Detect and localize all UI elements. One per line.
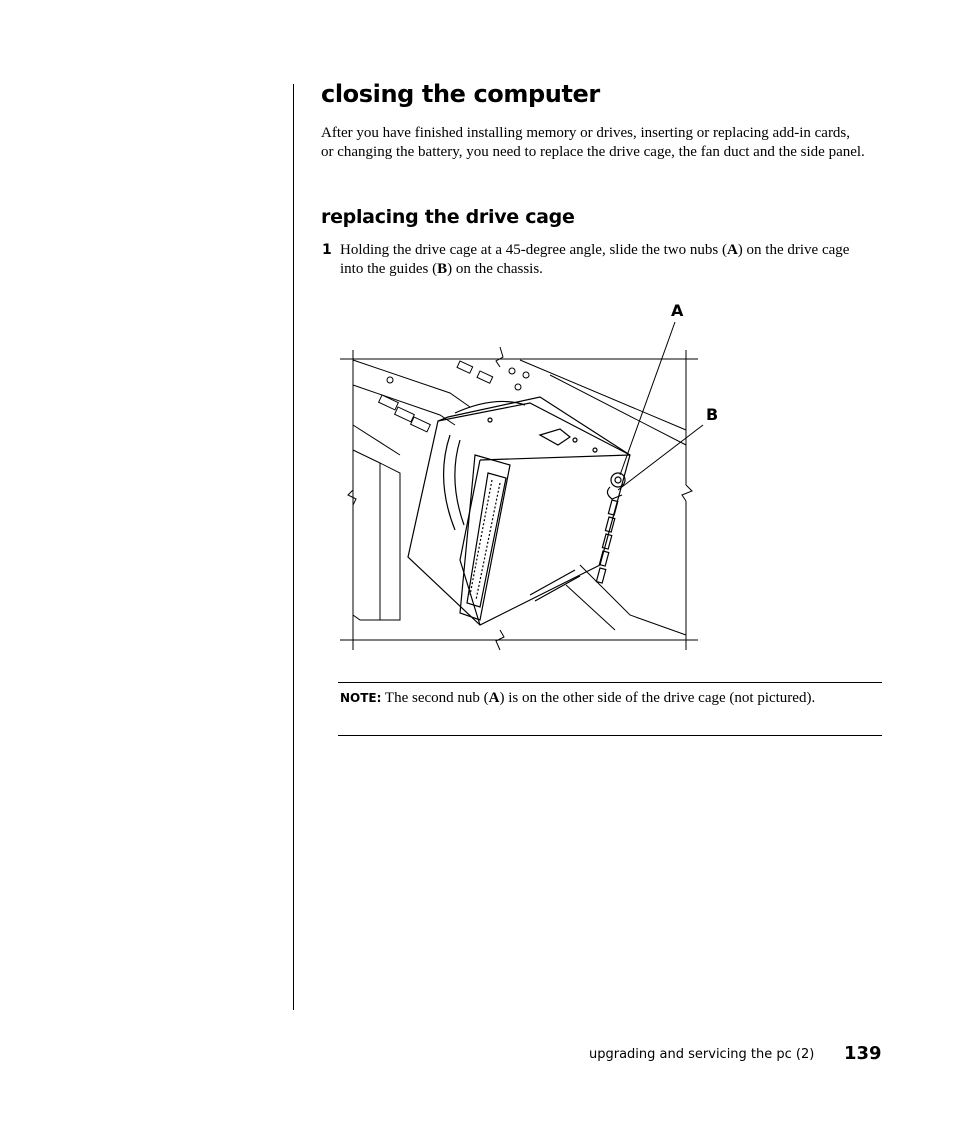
drive-cage	[408, 397, 630, 625]
step-text-part: ) on the drive cage into the guides (	[340, 242, 850, 277]
step-number: 1	[322, 242, 332, 258]
intro-paragraph: After you have finished installing memory or drives, inserting or replacing add-in cards, or changing the battery, you need to replace the drive cage, the fan duct and the side panel.	[321, 125, 865, 160]
note	[340, 689, 860, 708]
page-number: 139	[844, 1043, 882, 1064]
step-label-b: B	[437, 261, 448, 277]
note-text-part: ) is on the other side of the drive cage (not pictured).	[499, 690, 816, 706]
note-rule-top	[338, 682, 882, 683]
step-text-part: ) on the chassis.	[447, 261, 543, 277]
margin-rule	[293, 84, 294, 1010]
step-text	[340, 241, 865, 279]
callout-b: B	[706, 405, 719, 424]
page-title: closing the computer	[321, 80, 600, 108]
drive-cage-illustration	[330, 295, 730, 660]
note-label-a: A	[488, 690, 500, 706]
footer-section: upgrading and servicing the pc (2)	[589, 1047, 815, 1062]
section-heading: replacing the drive cage	[321, 206, 575, 228]
callout-a: A	[671, 301, 684, 320]
note-label: NOTE:	[340, 691, 382, 705]
note-text-part: The second nub (	[381, 690, 489, 706]
step-text-part: Holding the drive cage at a 45-degree angle, slide the two nubs (	[340, 242, 727, 258]
note-rule-bottom	[338, 735, 882, 736]
chassis-frame	[340, 347, 698, 650]
step-label-a: A	[726, 242, 738, 258]
